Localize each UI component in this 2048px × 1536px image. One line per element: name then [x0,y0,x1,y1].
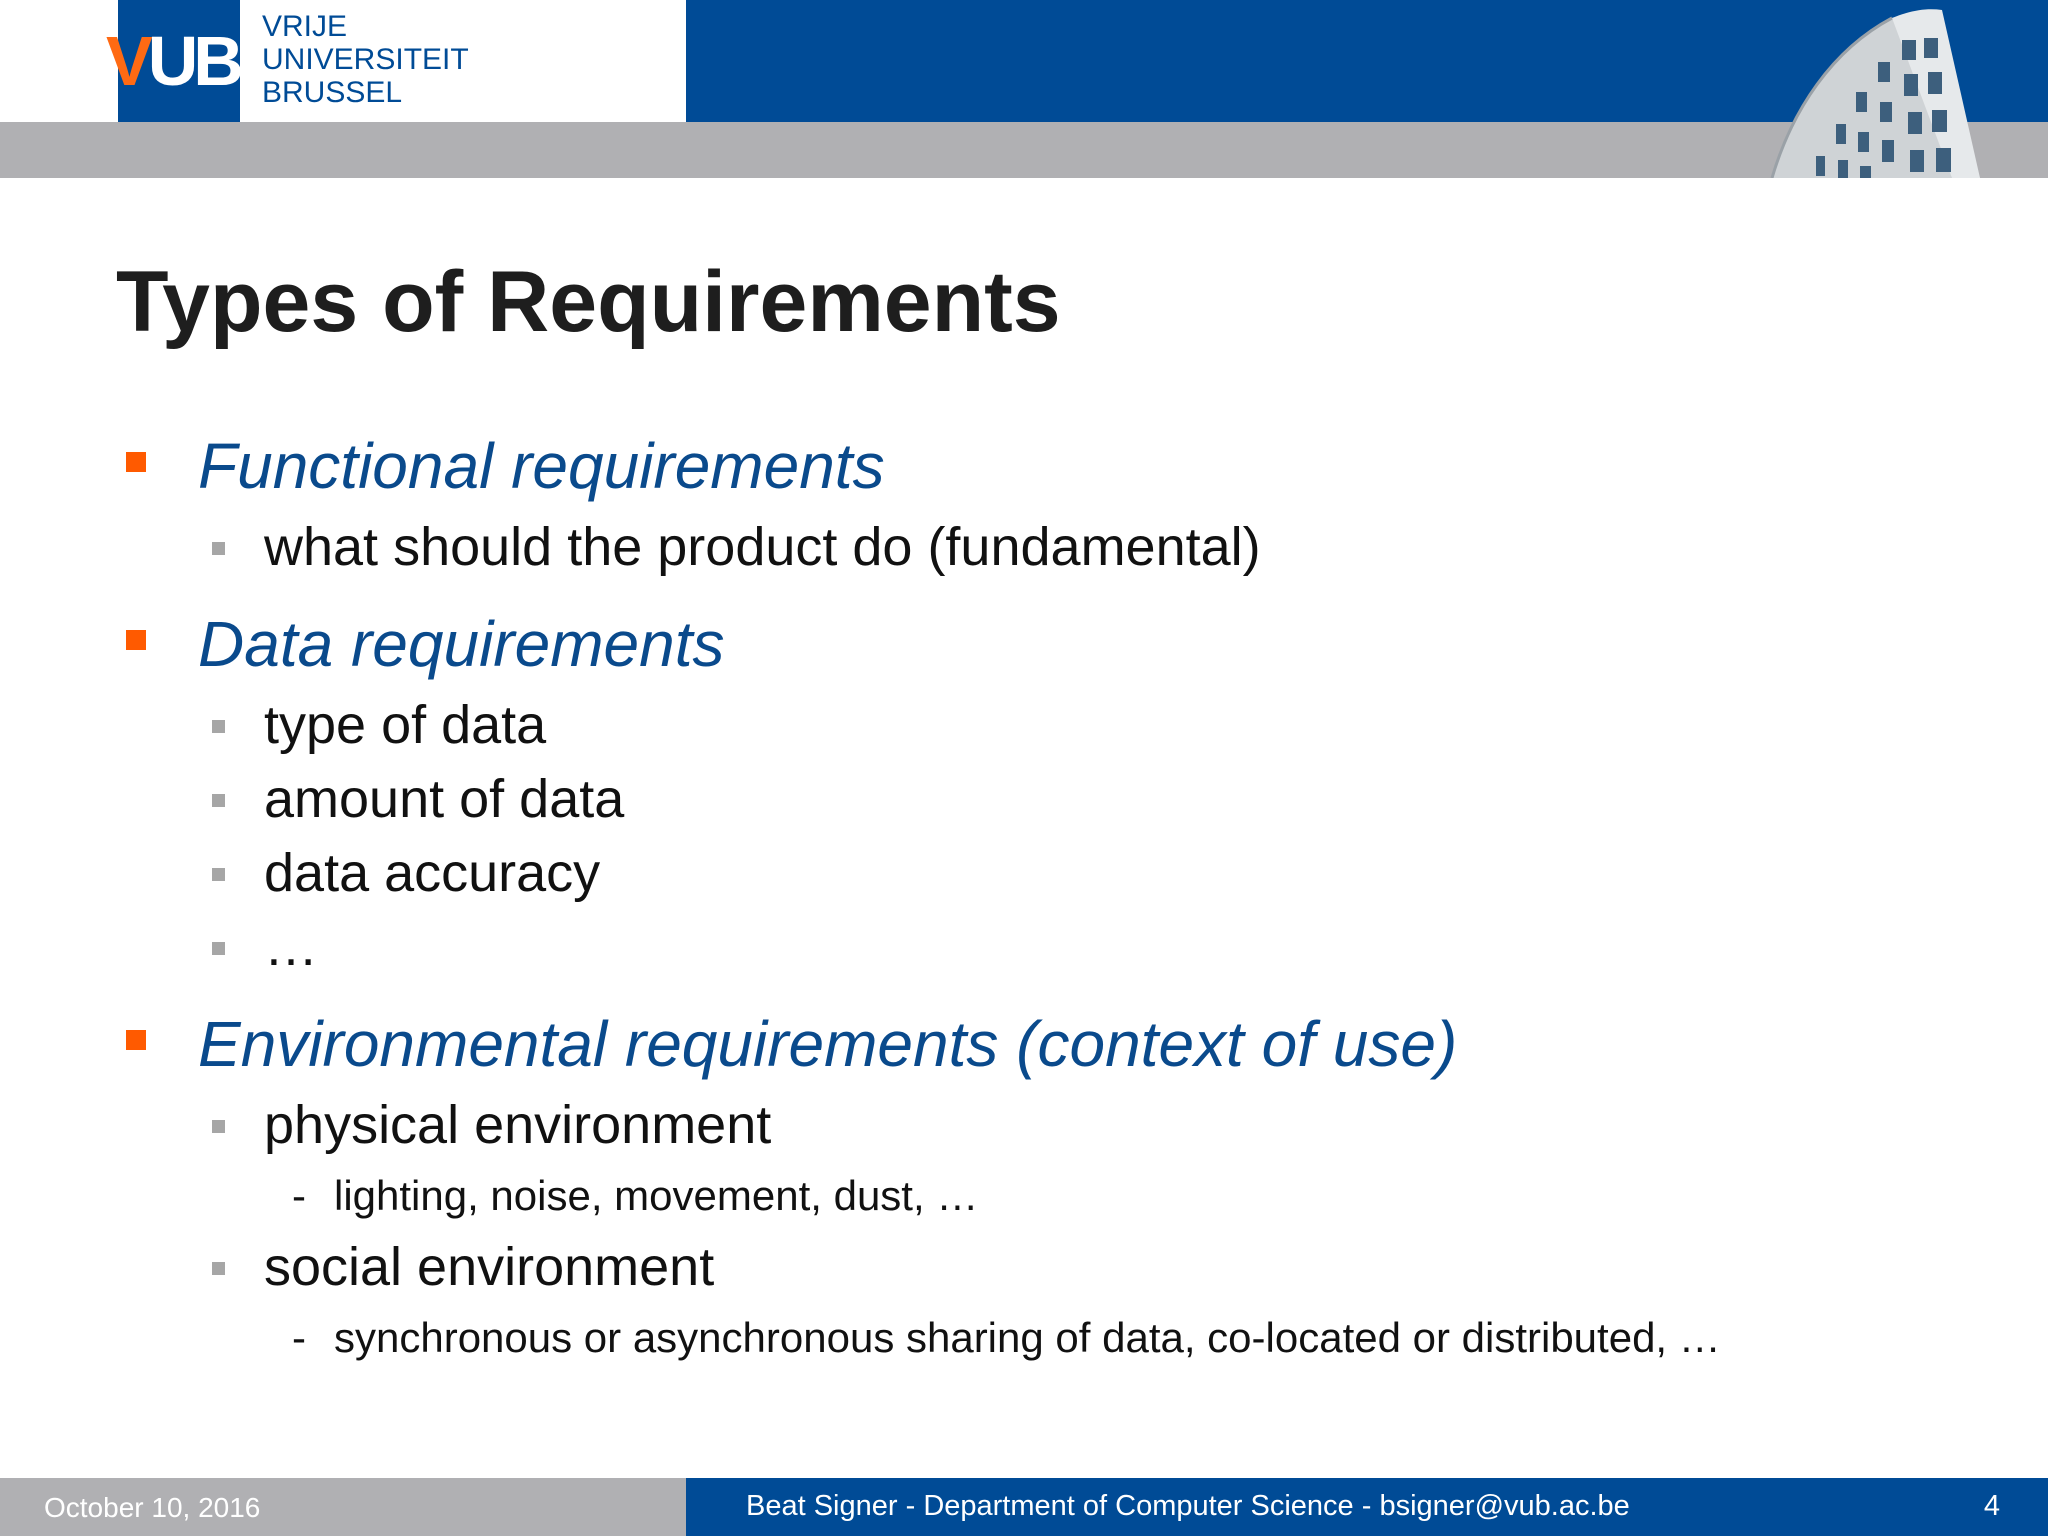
header-stripe [0,122,2048,178]
page-number: 4 [1983,1490,2000,1522]
detail-item: synchronous or asynchronous sharing of data, co-located or distributed, … [334,1314,1721,1361]
university-name-line: VRIJE [262,10,348,43]
sub-bullet-item: physical environment [264,1095,772,1155]
university-name-line: UNIVERSITEIT [262,43,469,76]
sub-bullet-item: social environment [264,1237,715,1297]
sub-bullet-item: type of data [264,695,547,755]
sub-bullet-item: amount of data [264,769,625,829]
sub-bullet-square-icon [212,1120,225,1133]
dash-bullet-icon: - [292,1314,306,1361]
dash-bullet-icon: - [292,1172,306,1219]
sub-bullet-square-icon [212,1262,225,1275]
sub-bullet-item: data accuracy [264,843,601,903]
sub-bullet-item: what should the product do (fundamental) [264,517,1261,577]
university-name-line: BRUSSEL [262,76,403,109]
building-image [1752,0,1992,178]
sub-bullet-square-icon [212,868,225,881]
sub-bullet-square-icon [212,794,225,807]
vub-logo [106,22,239,100]
bullet-square-icon [126,452,146,472]
sub-bullet-square-icon [212,542,225,555]
footer-author: Beat Signer - Department of Computer Science - bsigner@vub.ac.be [746,1490,1630,1522]
sub-bullet-square-icon [212,942,225,955]
bullet-environmental-requirements: Environmental requirements (context of use) [198,1008,1458,1080]
sub-bullet-item: … [264,917,318,977]
bullet-square-icon [126,630,146,650]
bullet-square-icon [126,1030,146,1050]
bullet-data-requirements: Data requirements [198,608,725,680]
sub-bullet-square-icon [212,720,225,733]
logo-mark-v: V [106,22,148,100]
detail-item: lighting, noise, movement, dust, … [334,1172,979,1219]
slide-title: Types of Requirements [116,254,1061,350]
university-name [262,10,469,109]
logo-mark-rest: UB [147,22,239,100]
bullet-functional-requirements: Functional requirements [198,430,885,502]
footer-date: October 10, 2016 [44,1492,261,1523]
